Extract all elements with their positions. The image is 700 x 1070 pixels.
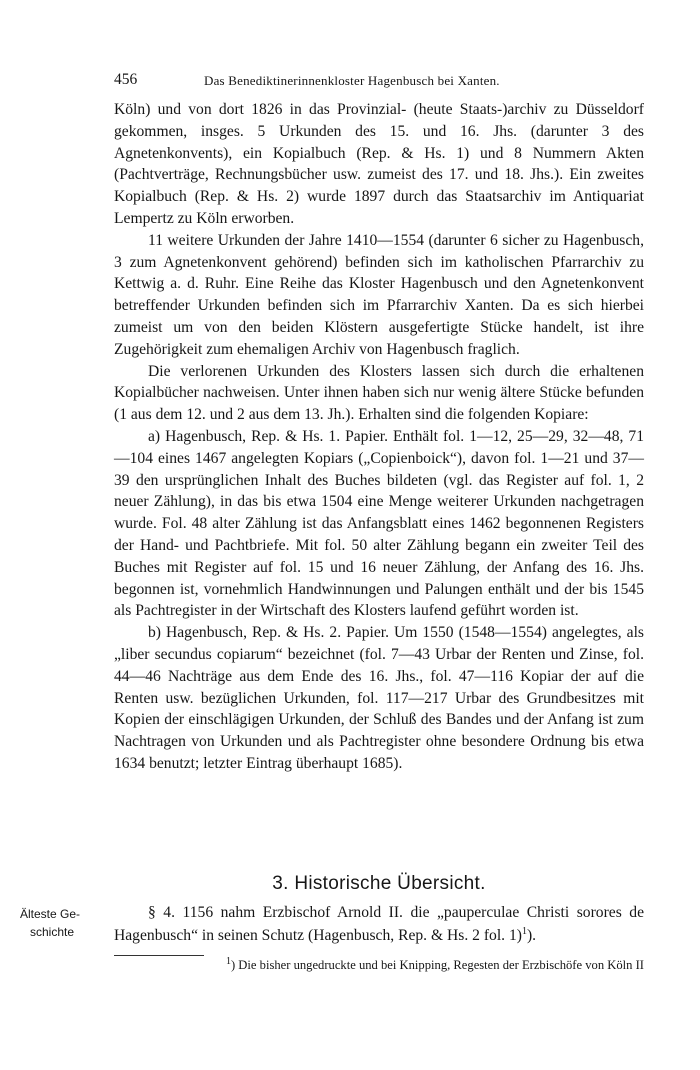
paragraph-copybook-b: b) Hagenbusch, Rep. & Hs. 2. Papier. Um 1550 (1548—1554) angelegtes, als „liber secundus copiarum“ bezeichnet (fol. 7—43 Urbar der Renten und Zinse, fol. 44—46 Nachträge aus dem Ende des 16. Jhs., fol. 47—116 Kopiar der auf die Renten usw. bezüglichen Urkunden, fol. 117—217 Urbar des Grundbesitzes mit Kopien der einschlägigen Urkunden, der Schluß des Bandes und der Anfang ist zum Nachtragen von Urkunden und als Pachtregister ohne besondere Ordnung bis etwa 1634 benutzt; letzter Eintrag überhaupt 1685). [114, 624, 644, 772]
paragraph-lost-charters: Die verlorenen Urkunden des Klosters lassen sich durch die erhaltenen Kopialbücher nachweisen. Unter ihnen haben sich nur wenig ältere Stücke befunden (1 aus dem 12. und 2 aus dem 13. Jh.). Erhalten sind die folgenden Kopiare: [114, 362, 644, 424]
margin-note-line-1: Älteste Ge- [20, 907, 81, 921]
paragraph-continuation: Köln) und von dort 1826 in das Provinzial- (heute Staats-)archiv zu Düsseldorf gekommen, insges. 5 Urkunden des 15. und 16. Jhs. (darunter 3 des Agnetenkonvents), ein Kopialbuch (Rep. & Hs. 1) und 8 Nummern Akten (Pachtverträge, Rechnungsbücher usw. zumeist des 17. und 18. Jhs.). Ein zweites Kopialbuch (Rep. & Hs. 2) wurde 1897 durch das Staatsarchiv im Antiquariat Lempertz zu Köln erworben. [114, 101, 644, 227]
section-paragraph-text: § 4. 1156 nahm Erzbischof Arnold II. die „pauperculae Christi sorores de Hagenbusch“ in seinen Schutz (Hagenbusch, Rep. & Hs. 2 fol. 1) [114, 904, 644, 944]
footnote-marker: 1 [225, 955, 231, 967]
footnote-divider [114, 955, 204, 956]
section-paragraph [114, 901, 644, 947]
body-text [114, 99, 644, 775]
page-number: 456 [114, 71, 138, 88]
margin-note-line-2: schichte [30, 925, 75, 939]
footnote [114, 955, 644, 973]
section-heading: 3. Historische Übersicht. [272, 873, 486, 894]
section-paragraph-end: ). [526, 927, 537, 944]
footnote-reference[interactable]: 1 [521, 925, 527, 937]
paragraph-kettwig: 11 weitere Urkunden der Jahre 1410—1554 (darunter 6 sicher zu Hagenbusch, 3 zum Agnetenkonvent gehörend) befinden sich im katholischen Pfarrarchiv zu Kettwig a. d. Ruhr. Eine Reihe das Kloster Hagenbusch und den Agnetenkonvent betreffender Urkunden befinden sich im Pfarrarchiv Xanten. Da es sich hierbei zumeist um von den beiden Klöstern ausgefertigte Stücke handelt, ist ihre Zugehörigkeit zum ehemaligen Archiv von Hagenbusch fraglich. [114, 231, 644, 358]
paragraph-copybook-a: a) Hagenbusch, Rep. & Hs. 1. Papier. Enthält fol. 1—12, 25—29, 32—48, 71—104 eines 1467 angelegten Kopiars („Copienboick“), davon fol. 1—21 und 37—39 den ursprünglichen Inhalt des Buches bildeten (vgl. das Register auf fol. 1, 2 neuer Zählung), in das bis etwa 1504 eine Menge weiterer Urkunden nachgetragen wurde. Fol. 48 alter Zählung ist das Anfangsblatt eines 1462 begonnenen Registers der Hand- und Pachtbriefe. Mit fol. 50 alter Zählung begann ein zweiter Teil des Buches mit Register auf fol. 15 und 16 neuer Zählung, der Anfang des 16. Jhs. begonnen ist, vornehmlich Handwinnungen und Palungen enthält und der bis 1545 als Pachtregister in der Wirtschaft des Klosters laufend geführt worden ist. [114, 427, 644, 620]
running-title: Das Benediktinerinnenkloster Hagenbusch bei Xanten. [204, 73, 500, 88]
footnote-text: ) Die bisher ungedruckte und bei Knipping, Regesten der Erzbischöfe von Köln II [230, 958, 644, 972]
margin-note [20, 905, 106, 941]
